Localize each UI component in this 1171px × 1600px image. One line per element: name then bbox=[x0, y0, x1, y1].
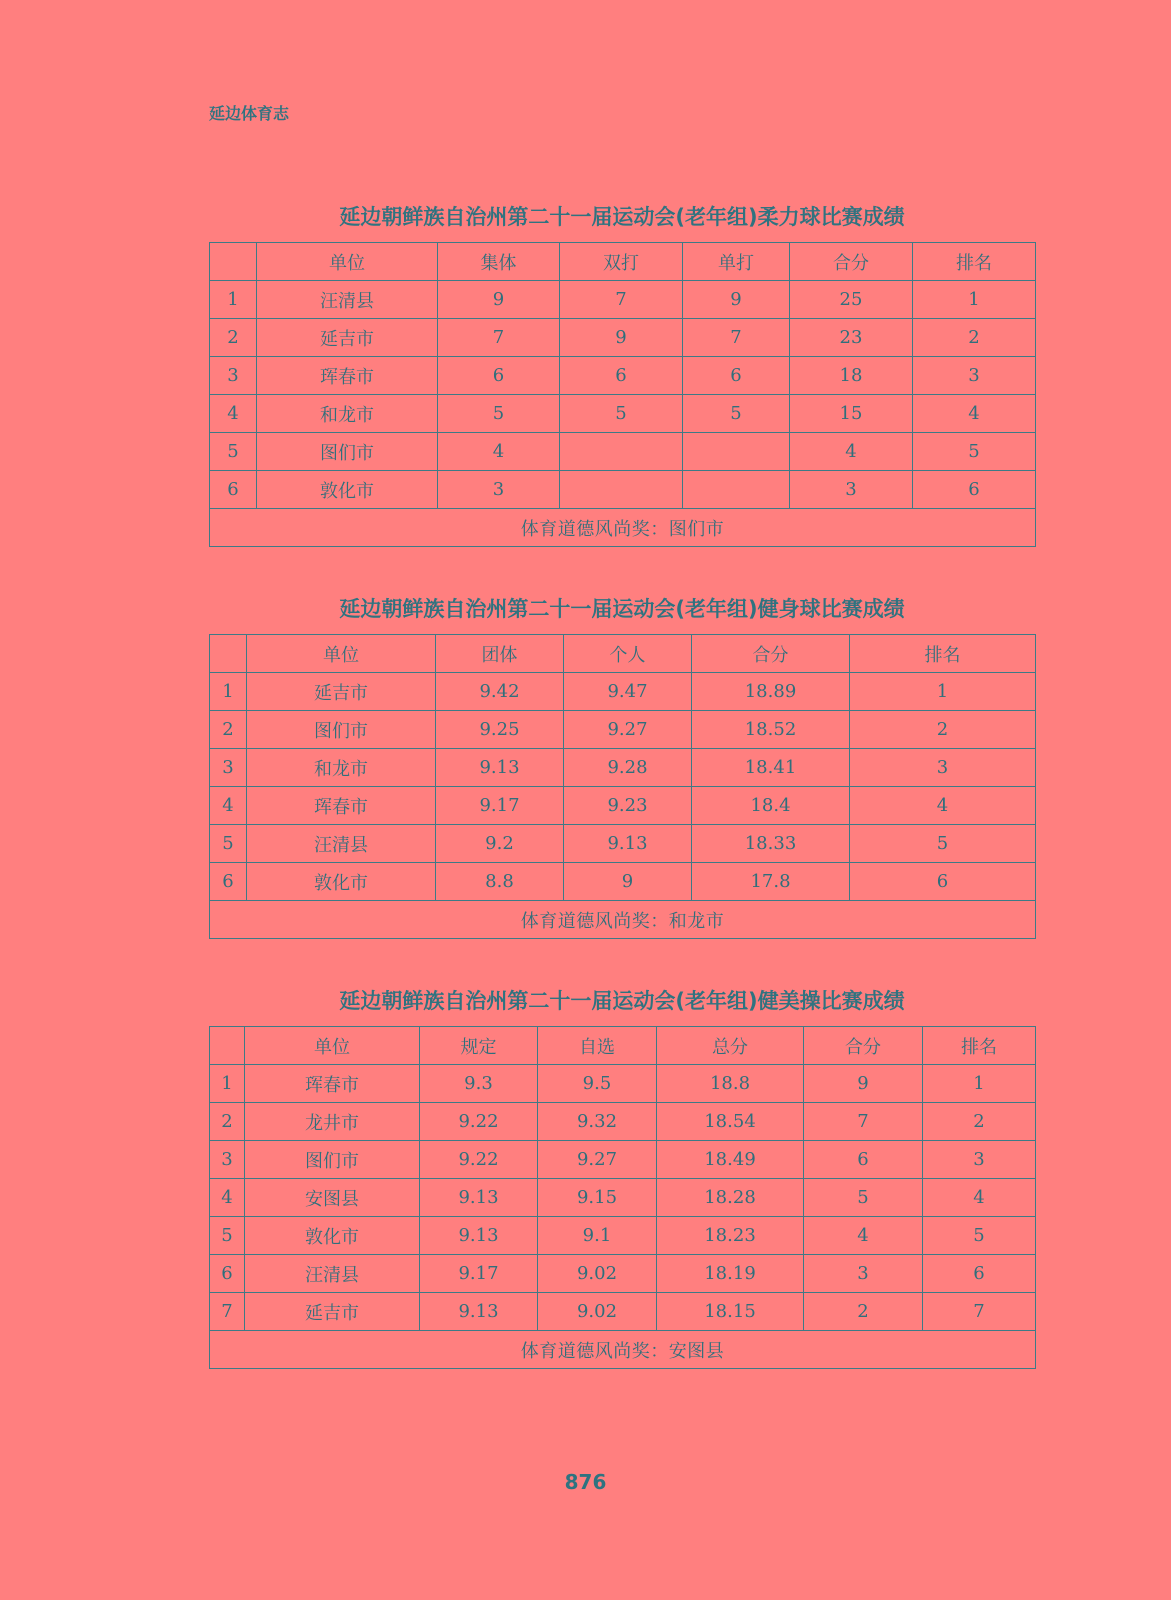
table-cell: 2 bbox=[210, 319, 257, 357]
table-cell: 6 bbox=[210, 863, 247, 901]
table-title: 延边朝鲜族自治州第二十一届运动会(老年组)柔力球比赛成绩 bbox=[339, 205, 905, 229]
table-row bbox=[210, 1217, 1036, 1255]
table-cell: 7 bbox=[560, 281, 683, 319]
table-cell: 18 bbox=[790, 357, 913, 395]
table-row bbox=[210, 357, 1036, 395]
table-cell: 23 bbox=[790, 319, 913, 357]
table-cell: 9.22 bbox=[420, 1103, 538, 1141]
column-header: 单位 bbox=[245, 1027, 420, 1065]
table-cell: 7 bbox=[438, 319, 560, 357]
table-cell: 珲春市 bbox=[245, 1065, 420, 1103]
table-row bbox=[210, 1179, 1036, 1217]
table-cell: 9.13 bbox=[564, 825, 692, 863]
table-cell: 4 bbox=[790, 433, 913, 471]
table-row bbox=[210, 319, 1036, 357]
table-cell: 1 bbox=[210, 281, 257, 319]
table-cell: 1 bbox=[210, 673, 247, 711]
table-cell: 4 bbox=[913, 395, 1036, 433]
column-header: 排名 bbox=[923, 1027, 1036, 1065]
table-cell: 18.41 bbox=[692, 749, 850, 787]
table-cell: 7 bbox=[210, 1293, 245, 1331]
table-cell: 18.8 bbox=[657, 1065, 804, 1103]
table-cell: 18.4 bbox=[692, 787, 850, 825]
table-cell: 9.15 bbox=[538, 1179, 657, 1217]
table-cell: 5 bbox=[923, 1217, 1036, 1255]
table-cell: 18.52 bbox=[692, 711, 850, 749]
sportsmanship-award: 体育道德风尚奖：安图县 bbox=[210, 1331, 1036, 1369]
table-cell: 4 bbox=[804, 1217, 923, 1255]
table-cell: 8.8 bbox=[436, 863, 564, 901]
table-cell: 4 bbox=[210, 395, 257, 433]
table-cell: 3 bbox=[913, 357, 1036, 395]
table-cell: 3 bbox=[210, 1141, 245, 1179]
table-cell: 5 bbox=[804, 1179, 923, 1217]
table-cell: 5 bbox=[210, 1217, 245, 1255]
table-cell: 5 bbox=[850, 825, 1036, 863]
table-cell: 图们市 bbox=[247, 711, 436, 749]
table-cell: 3 bbox=[210, 357, 257, 395]
table-row bbox=[210, 1255, 1036, 1293]
table-row bbox=[210, 673, 1036, 711]
table-row bbox=[210, 749, 1036, 787]
table-cell: 6 bbox=[560, 357, 683, 395]
column-header: 排名 bbox=[913, 243, 1036, 281]
table-row bbox=[210, 395, 1036, 433]
column-header: 合分 bbox=[692, 635, 850, 673]
results-table-rouliqiu bbox=[209, 242, 1036, 547]
table-cell: 5 bbox=[210, 433, 257, 471]
table-cell bbox=[683, 471, 790, 509]
table-row bbox=[210, 1065, 1036, 1103]
table-row bbox=[210, 863, 1036, 901]
table-cell: 9.27 bbox=[564, 711, 692, 749]
table-cell: 延吉市 bbox=[247, 673, 436, 711]
table-cell: 9.23 bbox=[564, 787, 692, 825]
column-header: 规定 bbox=[420, 1027, 538, 1065]
table-cell: 18.49 bbox=[657, 1141, 804, 1179]
table-cell: 9 bbox=[683, 281, 790, 319]
table-cell: 9.02 bbox=[538, 1255, 657, 1293]
table-cell: 18.33 bbox=[692, 825, 850, 863]
table-cell: 5 bbox=[438, 395, 560, 433]
table-cell: 9.47 bbox=[564, 673, 692, 711]
section-jianmeicao bbox=[209, 987, 1035, 1369]
table-cell: 9.02 bbox=[538, 1293, 657, 1331]
table-cell: 4 bbox=[923, 1179, 1036, 1217]
table-cell: 9.17 bbox=[436, 787, 564, 825]
table-cell: 3 bbox=[804, 1255, 923, 1293]
column-header: 合分 bbox=[790, 243, 913, 281]
column-header: 总分 bbox=[657, 1027, 804, 1065]
results-table-jianmeicao bbox=[209, 1026, 1036, 1369]
table-row bbox=[210, 281, 1036, 319]
footer-row bbox=[210, 509, 1036, 547]
table-cell: 和龙市 bbox=[247, 749, 436, 787]
column-header: 排名 bbox=[850, 635, 1036, 673]
footer-row bbox=[210, 901, 1036, 939]
table-cell: 18.23 bbox=[657, 1217, 804, 1255]
table-cell: 6 bbox=[210, 471, 257, 509]
sportsmanship-award: 体育道德风尚奖：和龙市 bbox=[210, 901, 1036, 939]
table-cell: 9.13 bbox=[420, 1179, 538, 1217]
table-cell: 18.19 bbox=[657, 1255, 804, 1293]
table-cell: 18.15 bbox=[657, 1293, 804, 1331]
table-cell: 6 bbox=[210, 1255, 245, 1293]
table-cell: 6 bbox=[913, 471, 1036, 509]
table-cell: 安图县 bbox=[245, 1179, 420, 1217]
column-header: 个人 bbox=[564, 635, 692, 673]
results-table-jianshenqiu bbox=[209, 634, 1036, 939]
table-cell: 18.89 bbox=[692, 673, 850, 711]
table-row bbox=[210, 825, 1036, 863]
table-cell: 5 bbox=[683, 395, 790, 433]
table-cell: 敦化市 bbox=[245, 1217, 420, 1255]
table-cell: 9.1 bbox=[538, 1217, 657, 1255]
table-cell bbox=[560, 433, 683, 471]
section-rouliqiu bbox=[209, 203, 1035, 547]
table-cell: 9 bbox=[438, 281, 560, 319]
table-cell: 龙井市 bbox=[245, 1103, 420, 1141]
table-cell: 9.13 bbox=[420, 1293, 538, 1331]
table-cell: 18.28 bbox=[657, 1179, 804, 1217]
table-cell: 4 bbox=[438, 433, 560, 471]
header-row bbox=[210, 635, 1036, 673]
header-row bbox=[210, 243, 1036, 281]
table-cell: 敦化市 bbox=[247, 863, 436, 901]
table-cell: 1 bbox=[210, 1065, 245, 1103]
table-title: 延边朝鲜族自治州第二十一届运动会(老年组)健身球比赛成绩 bbox=[339, 597, 905, 621]
table-cell: 9.13 bbox=[436, 749, 564, 787]
table-cell: 9.22 bbox=[420, 1141, 538, 1179]
table-cell: 9.28 bbox=[564, 749, 692, 787]
column-header: 单位 bbox=[247, 635, 436, 673]
table-cell: 2 bbox=[210, 1103, 245, 1141]
table-cell: 9 bbox=[564, 863, 692, 901]
table-cell: 5 bbox=[210, 825, 247, 863]
table-row bbox=[210, 787, 1036, 825]
table-cell: 25 bbox=[790, 281, 913, 319]
table-cell: 3 bbox=[438, 471, 560, 509]
table-cell: 18.54 bbox=[657, 1103, 804, 1141]
table-row bbox=[210, 711, 1036, 749]
table-cell: 9.42 bbox=[436, 673, 564, 711]
table-cell: 2 bbox=[850, 711, 1036, 749]
column-header: 自选 bbox=[538, 1027, 657, 1065]
column-header: 单位 bbox=[257, 243, 438, 281]
table-cell: 9.13 bbox=[420, 1217, 538, 1255]
table-cell: 珲春市 bbox=[247, 787, 436, 825]
table-cell: 2 bbox=[923, 1103, 1036, 1141]
table-cell: 5 bbox=[560, 395, 683, 433]
table-cell: 9 bbox=[560, 319, 683, 357]
table-cell: 7 bbox=[923, 1293, 1036, 1331]
footer-row bbox=[210, 1331, 1036, 1369]
table-cell: 汪清县 bbox=[257, 281, 438, 319]
column-header: 团体 bbox=[436, 635, 564, 673]
table-row bbox=[210, 471, 1036, 509]
table-cell: 6 bbox=[923, 1255, 1036, 1293]
column-header bbox=[210, 243, 257, 281]
table-title: 延边朝鲜族自治州第二十一届运动会(老年组)健美操比赛成绩 bbox=[339, 989, 905, 1013]
table-cell: 4 bbox=[210, 787, 247, 825]
table-cell: 3 bbox=[923, 1141, 1036, 1179]
table-cell: 2 bbox=[913, 319, 1036, 357]
table-cell: 图们市 bbox=[245, 1141, 420, 1179]
running-head: 延边体育志 bbox=[209, 104, 290, 123]
table-row bbox=[210, 1293, 1036, 1331]
table-cell: 17.8 bbox=[692, 863, 850, 901]
column-header bbox=[210, 1027, 245, 1065]
table-cell: 2 bbox=[804, 1293, 923, 1331]
table-cell: 4 bbox=[210, 1179, 245, 1217]
table-cell: 汪清县 bbox=[245, 1255, 420, 1293]
table-cell: 9.32 bbox=[538, 1103, 657, 1141]
section-jianshenqiu bbox=[209, 595, 1035, 939]
table-row bbox=[210, 1103, 1036, 1141]
table-cell: 图们市 bbox=[257, 433, 438, 471]
table-cell: 2 bbox=[210, 711, 247, 749]
table-cell: 9.17 bbox=[420, 1255, 538, 1293]
table-cell: 3 bbox=[850, 749, 1036, 787]
column-header bbox=[210, 635, 247, 673]
table-cell: 1 bbox=[850, 673, 1036, 711]
table-cell: 6 bbox=[850, 863, 1036, 901]
table-row bbox=[210, 1141, 1036, 1179]
table-cell: 15 bbox=[790, 395, 913, 433]
sportsmanship-award: 体育道德风尚奖：图们市 bbox=[210, 509, 1036, 547]
table-cell: 3 bbox=[790, 471, 913, 509]
table-cell: 延吉市 bbox=[245, 1293, 420, 1331]
header-row bbox=[210, 1027, 1036, 1065]
table-cell: 和龙市 bbox=[257, 395, 438, 433]
table-cell: 1 bbox=[913, 281, 1036, 319]
table-cell: 6 bbox=[683, 357, 790, 395]
table-cell: 9.5 bbox=[538, 1065, 657, 1103]
table-cell: 敦化市 bbox=[257, 471, 438, 509]
table-cell: 5 bbox=[913, 433, 1036, 471]
table-cell: 9 bbox=[804, 1065, 923, 1103]
table-cell: 9.3 bbox=[420, 1065, 538, 1103]
page-number: 876 bbox=[564, 1470, 607, 1494]
table-cell: 7 bbox=[683, 319, 790, 357]
table-cell bbox=[683, 433, 790, 471]
column-header: 单打 bbox=[683, 243, 790, 281]
table-cell: 9.25 bbox=[436, 711, 564, 749]
table-cell: 6 bbox=[438, 357, 560, 395]
table-cell: 7 bbox=[804, 1103, 923, 1141]
table-cell: 6 bbox=[804, 1141, 923, 1179]
column-header: 双打 bbox=[560, 243, 683, 281]
column-header: 合分 bbox=[804, 1027, 923, 1065]
table-cell bbox=[560, 471, 683, 509]
table-cell: 延吉市 bbox=[257, 319, 438, 357]
table-cell: 1 bbox=[923, 1065, 1036, 1103]
table-cell: 9.27 bbox=[538, 1141, 657, 1179]
table-cell: 3 bbox=[210, 749, 247, 787]
table-cell: 汪清县 bbox=[247, 825, 436, 863]
table-cell: 珲春市 bbox=[257, 357, 438, 395]
column-header: 集体 bbox=[438, 243, 560, 281]
table-cell: 4 bbox=[850, 787, 1036, 825]
table-row bbox=[210, 433, 1036, 471]
table-cell: 9.2 bbox=[436, 825, 564, 863]
